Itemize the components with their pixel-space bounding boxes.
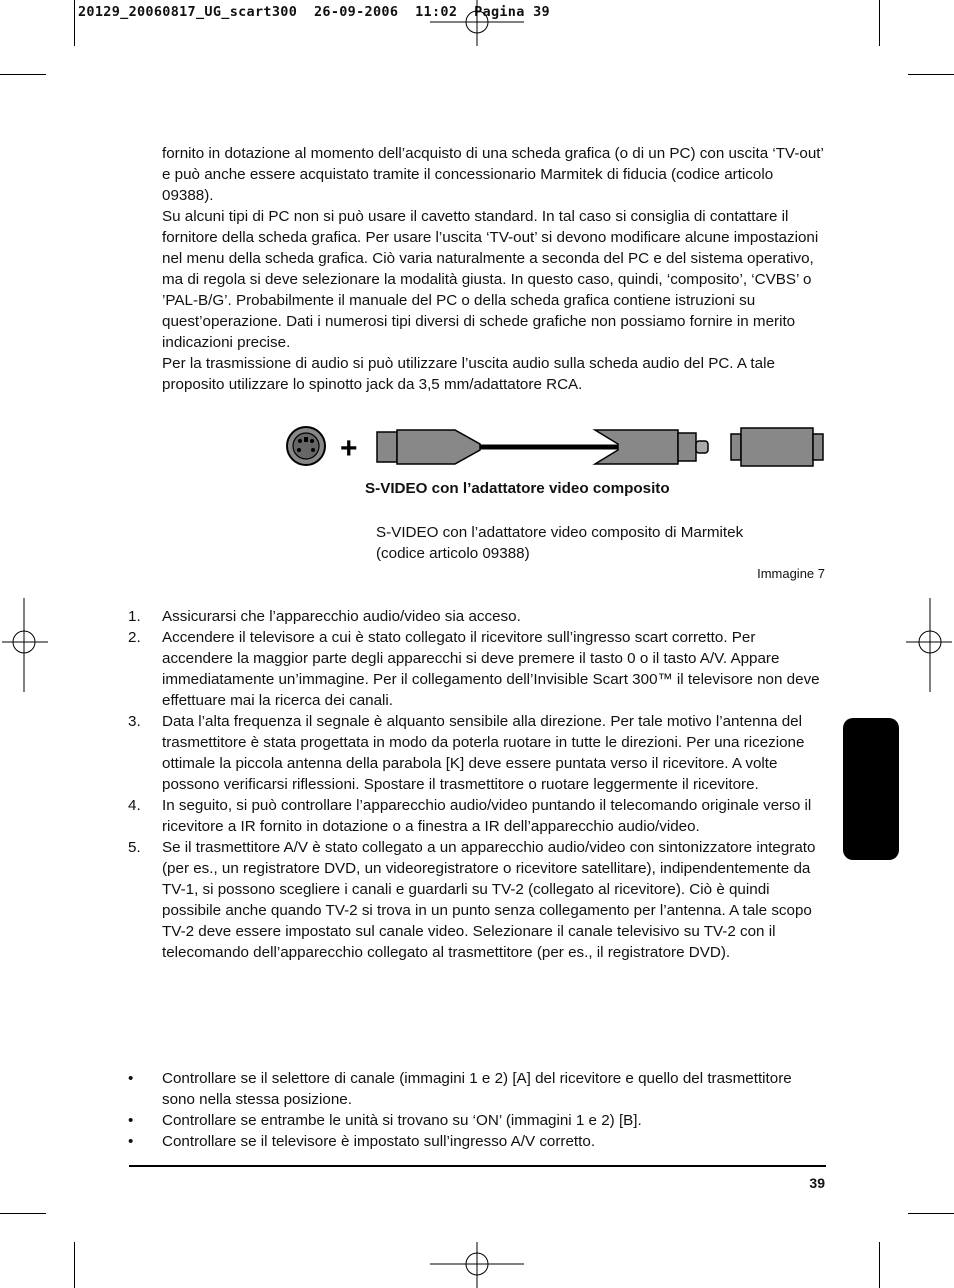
print-header: 20129_20060817_UG_scart300 26-09-2006 11:02 Pagina 39 <box>78 4 550 20</box>
list-item-text: Controllare se entrambe le unità si trovano su ‘ON’ (immagini 1 e 2) [B]. <box>162 1112 642 1129</box>
list-item <box>128 795 826 837</box>
list-marker: 1. <box>128 608 141 625</box>
list-item <box>128 1131 826 1152</box>
bullet-marker: • <box>128 1070 134 1087</box>
list-item <box>128 837 826 963</box>
list-item <box>128 606 826 627</box>
footer-divider <box>129 1165 826 1167</box>
list-item <box>128 1110 826 1131</box>
section-thumb-tab <box>843 718 899 860</box>
list-item <box>128 627 826 711</box>
list-marker: 3. <box>128 713 141 730</box>
list-item-text: Controllare se il televisore è impostato sull’ingresso A/V corretto. <box>162 1133 596 1150</box>
figure-caption: S-VIDEO con l’adattatore video composito <box>365 480 670 497</box>
troubleshooting-checks <box>128 1068 826 1152</box>
numbered-steps <box>128 606 826 963</box>
figure-description: S-VIDEO con l’adattatore video composito di Marmitek (codice articolo 09388) <box>376 524 744 562</box>
intro-text <box>162 143 826 395</box>
plus-sign: + <box>340 432 358 465</box>
intro-paragraph: Su alcuni tipi di PC non si può usare il cavetto standard. In tal caso si consiglia di contattare il fornitore della scheda grafica. Per usare l’uscita ‘TV-out’ si devono modificare alcune impostazioni nel menu della scheda grafica. Ciò varia naturalmente a seconda del PC e del sistema operativo, ma di regola si deve selezionare la modalità giusta. In questo caso, quindi, ‘composito’, ‘CVBS’ o ’PAL-B/G’. Probabilmente il manuale del PC o della scheda grafica contiene istruzioni su quest’operazione. Dati i numerosi tipi diversi di schede grafiche non possiamo fornire in merito indicazioni precise. <box>162 208 819 351</box>
registration-mark-bottom <box>430 1240 524 1288</box>
rca-adapter-icon <box>731 428 823 466</box>
list-item-text: Accendere il televisore a cui è stato collegato il ricevitore sull’ingresso scart corretto. Per accendere la maggior parte degli apparecchi si deve premere il tasto 0 o il tasto A/V. Appare immediatamente un’immagine. Per il collegamento dell’Invisible Scart 300™ il televisore non deve effettuare mai la ricerca dei canali. <box>162 629 820 709</box>
registration-mark-top <box>430 0 524 48</box>
list-item <box>128 711 826 795</box>
registration-mark-right <box>906 598 954 692</box>
list-item-text: In seguito, si può controllare l’apparecchio audio/video puntando il telecomando originale verso il ricevitore a IR fornito in dotazione o a finestra a IR dell’apparecchio audio/video. <box>162 797 812 835</box>
intro-paragraph: fornito in dotazione al momento dell’acquisto di una scheda grafica (o di un PC) con uscita ‘TV-out’ e può anche essere acquistato tramite il concessionario Marmitek di fiducia (codice articolo 09388). <box>162 145 824 204</box>
composite-cable-icon <box>377 430 708 464</box>
list-item-text: Data l’alta frequenza il segnale è alquanto sensibile alla direzione. Per tale motivo l’antenna del trasmettitore è stata progettata in modo da poterla ruotare in tutte le direzioni. Per una ricezione ottimale la piccola antenna della parabola [K] deve essere puntata verso il ricevitore. A volte possono verificarsi riflessioni. Spostare il trasmettitore o ruotare leggermente il ricevitore. <box>162 713 805 793</box>
page-number: 39 <box>809 1175 825 1191</box>
list-marker: 2. <box>128 629 141 646</box>
list-item <box>128 1068 826 1110</box>
registration-mark-left <box>0 598 48 692</box>
list-marker: 5. <box>128 839 141 856</box>
figure-label: Immagine 7 <box>757 566 825 581</box>
intro-paragraph: Per la trasmissione di audio si può utilizzare l’uscita audio sulla scheda audio del PC. A tale proposito utilizzare lo spinotto jack da 3,5 mm/adattatore RCA. <box>162 355 775 393</box>
list-item-text: Se il trasmettitore A/V è stato collegato a un apparecchio audio/video con sintonizzatore integrato (per es., un registratore DVD, un videoregistratore o ricevitore satellitare), indipendentemente da TV-1, si possono scegliere i canali e guardarli su TV-2 (collegato al ricevitore). Ciò è quindi possibile anche quando TV-2 si trova in un punto senza collegamento per l’antenna. A tale scopo TV-2 deve essere impostato sul canale video. Selezionare il canale televisivo su TV-2 con il telecomando dell’apparecchio collegato al trasmettitore (per es., il registratore DVD). <box>162 839 816 961</box>
bullet-marker: • <box>128 1112 134 1129</box>
svideo-connector-icon <box>287 427 325 465</box>
list-item-text: Assicurarsi che l’apparecchio audio/video sia acceso. <box>162 608 521 625</box>
svideo-adapter-illustration <box>280 420 830 476</box>
list-marker: 4. <box>128 797 141 814</box>
list-item-text: Controllare se il selettore di canale (immagini 1 e 2) [A] del ricevitore e quello del trasmettitore sono nella stessa posizione. <box>162 1070 792 1108</box>
bullet-marker: • <box>128 1133 134 1150</box>
